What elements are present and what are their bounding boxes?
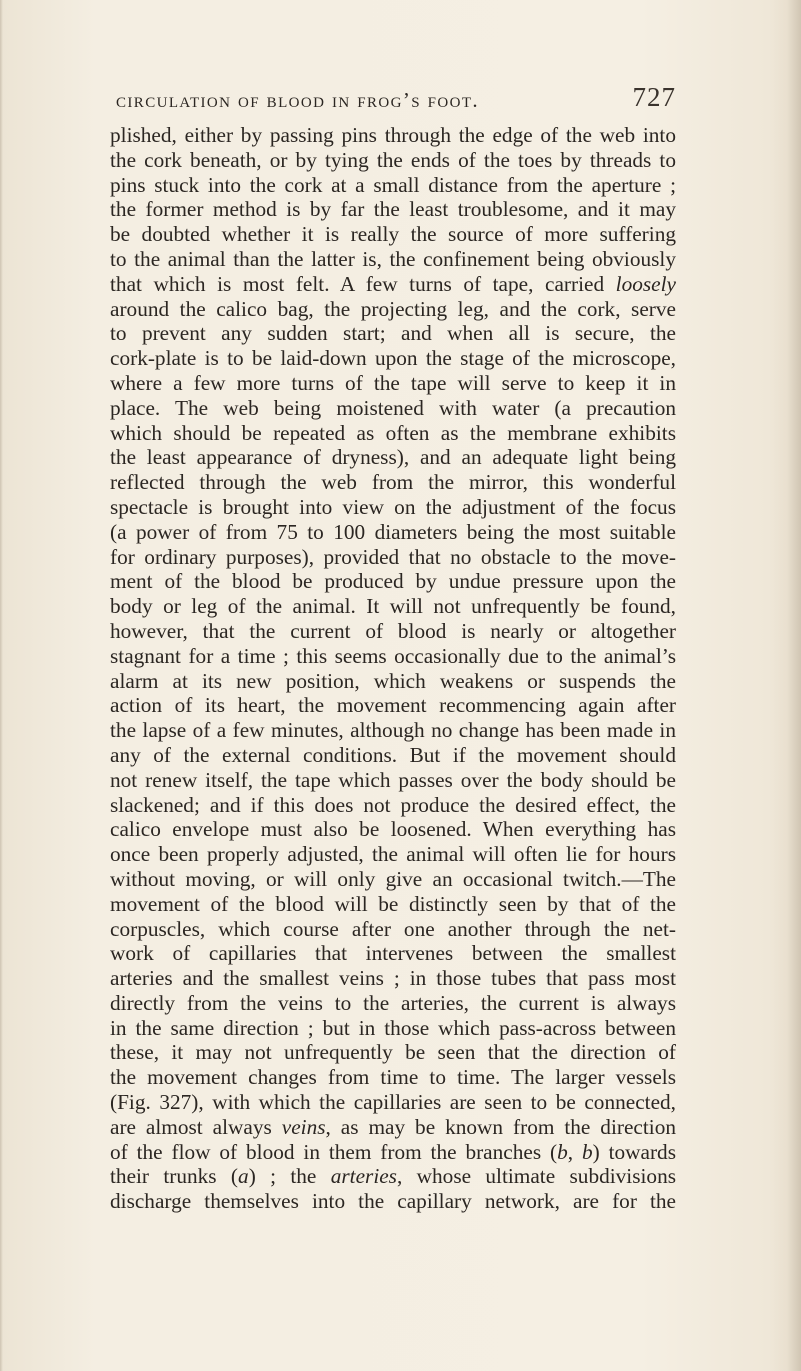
text-line <box>110 842 676 867</box>
text-line <box>110 1065 676 1090</box>
text-run: stagnant for a time ; this seems occasionally due to the animal’s <box>110 643 676 668</box>
text-line <box>110 594 676 619</box>
text-run: , whose ultimate subdivisions <box>396 1164 677 1189</box>
text-line <box>110 569 676 594</box>
text-line <box>110 148 676 173</box>
text-line <box>110 470 676 495</box>
text-line <box>110 917 676 942</box>
text-run: however, that the current of blood is nearly or altogether <box>110 618 676 643</box>
text-run: alarm at its new position, which weakens or suspends the <box>110 668 676 693</box>
text-line <box>110 1040 676 1065</box>
text-run: their trunks ( <box>110 1164 239 1189</box>
text-run: without moving, or will only give an occasional twitch.—The <box>110 866 676 891</box>
italic-run: veins <box>281 1114 326 1139</box>
text-line <box>110 619 676 644</box>
text-line <box>110 793 676 818</box>
text-line <box>110 1115 676 1140</box>
text-line <box>110 495 676 520</box>
text-line <box>110 1164 676 1189</box>
text-line <box>110 445 676 470</box>
italic-run: b <box>557 1139 568 1164</box>
text-line <box>110 768 676 793</box>
text-run: cork-plate is to be laid-down upon the stage of the microscope, <box>110 346 676 371</box>
text-line <box>110 123 676 148</box>
text-run: ) towards <box>592 1139 676 1164</box>
text-run: plished, either by passing pins through the edge of the web into <box>110 123 676 147</box>
italic-run: b <box>581 1139 593 1164</box>
text-line <box>110 173 676 198</box>
text-run: body or leg of the animal. It will not unfrequently be found, <box>110 594 676 619</box>
text-line <box>110 892 676 917</box>
text-run: action of its heart, the movement recommencing again after <box>110 693 676 718</box>
text-line <box>110 941 676 966</box>
text-run: arteries and the smallest veins ; in those tubes that pass most <box>110 966 676 991</box>
text-run: reflected through the web from the mirror, this wonderful <box>110 470 676 495</box>
text-line <box>110 1090 676 1115</box>
text-line <box>110 693 676 718</box>
text-line <box>110 421 676 446</box>
text-run: (Fig. 327), with which the capillaries are seen to be connected, <box>110 1090 676 1115</box>
text-line <box>110 272 676 297</box>
text-line <box>110 321 676 346</box>
page-number: 727 <box>632 82 676 112</box>
text-run: the lapse of a few minutes, although no change has been made in <box>110 718 676 743</box>
text-run: discharge themselves into the capillary network, are for the <box>110 1189 676 1214</box>
italic-run: arteries <box>330 1164 397 1189</box>
text-run: the movement changes from time to time. The larger vessels <box>110 1065 676 1090</box>
text-line <box>110 966 676 991</box>
text-run: the least appearance of dryness), and an adequate light being <box>110 445 676 470</box>
text-line <box>110 1189 676 1214</box>
text-run: not renew itself, the tape which passes over the body should be <box>110 767 676 792</box>
text-line <box>110 867 676 892</box>
text-line <box>110 743 676 768</box>
text-run: slackened; and if this does not produce the desired effect, the <box>110 792 676 817</box>
text-run: to prevent any sudden start; and when all is secure, the <box>110 321 676 346</box>
text-run: ment of the blood be produced by undue pressure upon the <box>110 569 676 594</box>
body-text <box>110 123 676 1214</box>
text-line <box>110 346 676 371</box>
text-run: corpuscles, which course after one another through the net- <box>110 916 676 941</box>
text-run: the cork beneath, or by tying the ends of the toes by threads to <box>110 147 676 172</box>
text-line <box>110 222 676 247</box>
text-line <box>110 669 676 694</box>
text-run: any of the external conditions. But if the movement should <box>110 742 676 767</box>
text-line <box>110 520 676 545</box>
text-run: of the flow of blood in them from the branches ( <box>110 1139 558 1164</box>
text-line <box>110 297 676 322</box>
text-run: to the animal than the latter is, the confinement being obviously <box>110 246 676 271</box>
text-run: , <box>567 1139 582 1164</box>
text-line <box>110 396 676 421</box>
text-run: directly from the veins to the arteries, the current is always <box>110 990 676 1015</box>
text-run: be doubted whether it is really the source of more suffering <box>110 222 676 247</box>
running-title: circulation of blood in frog’s foot. <box>116 88 480 112</box>
text-run: where a few more turns of the tape will serve to keep it in <box>110 370 676 395</box>
text-run: place. The web being moistened with water (a precaution <box>110 395 676 420</box>
text-line <box>110 545 676 570</box>
text-run: (a power of from 75 to 100 diameters being the most suitable <box>110 519 676 544</box>
text-line <box>110 718 676 743</box>
text-run: movement of the blood will be distinctly seen by that of the <box>110 891 676 916</box>
text-run: the former method is by far the least troublesome, and it may <box>110 197 676 222</box>
text-line <box>110 1016 676 1041</box>
italic-run: a <box>238 1164 249 1189</box>
text-line <box>110 197 676 222</box>
page-gutter-shadow <box>0 0 3 1371</box>
text-run: work of capillaries that intervenes between the smallest <box>110 941 676 966</box>
page-edge-shadow <box>787 0 801 1371</box>
italic-run: loosely <box>615 271 676 296</box>
text-run: that which is most felt. A few turns of tape, carried <box>110 271 616 296</box>
text-run: pins stuck into the cork at a small distance from the aperture ; <box>110 172 676 197</box>
text-run: around the calico bag, the projecting leg, and the cork, serve <box>110 296 676 321</box>
text-run: in the same direction ; but in those which pass-across between <box>110 1015 676 1040</box>
text-run: are almost always <box>110 1114 282 1139</box>
text-run: once been properly adjusted, the animal will often lie for hours <box>110 842 676 867</box>
text-line <box>110 991 676 1016</box>
text-line <box>110 371 676 396</box>
text-run: these, it may not unfrequently be seen that the direction of <box>110 1040 676 1065</box>
text-run: , as may be known from the direction <box>325 1114 676 1139</box>
text-run: which should be repeated as often as the membrane exhibits <box>110 420 676 445</box>
text-line <box>110 644 676 669</box>
text-line <box>110 1140 676 1165</box>
text-line <box>110 817 676 842</box>
running-head <box>116 82 676 116</box>
text-run: ) ; the <box>248 1164 331 1189</box>
text-run: for ordinary purposes), provided that no obstacle to the move- <box>110 544 676 569</box>
text-run: calico envelope must also be loosened. When everything has <box>110 817 676 842</box>
text-run: spectacle is brought into view on the adjustment of the focus <box>110 494 676 519</box>
text-line <box>110 247 676 272</box>
